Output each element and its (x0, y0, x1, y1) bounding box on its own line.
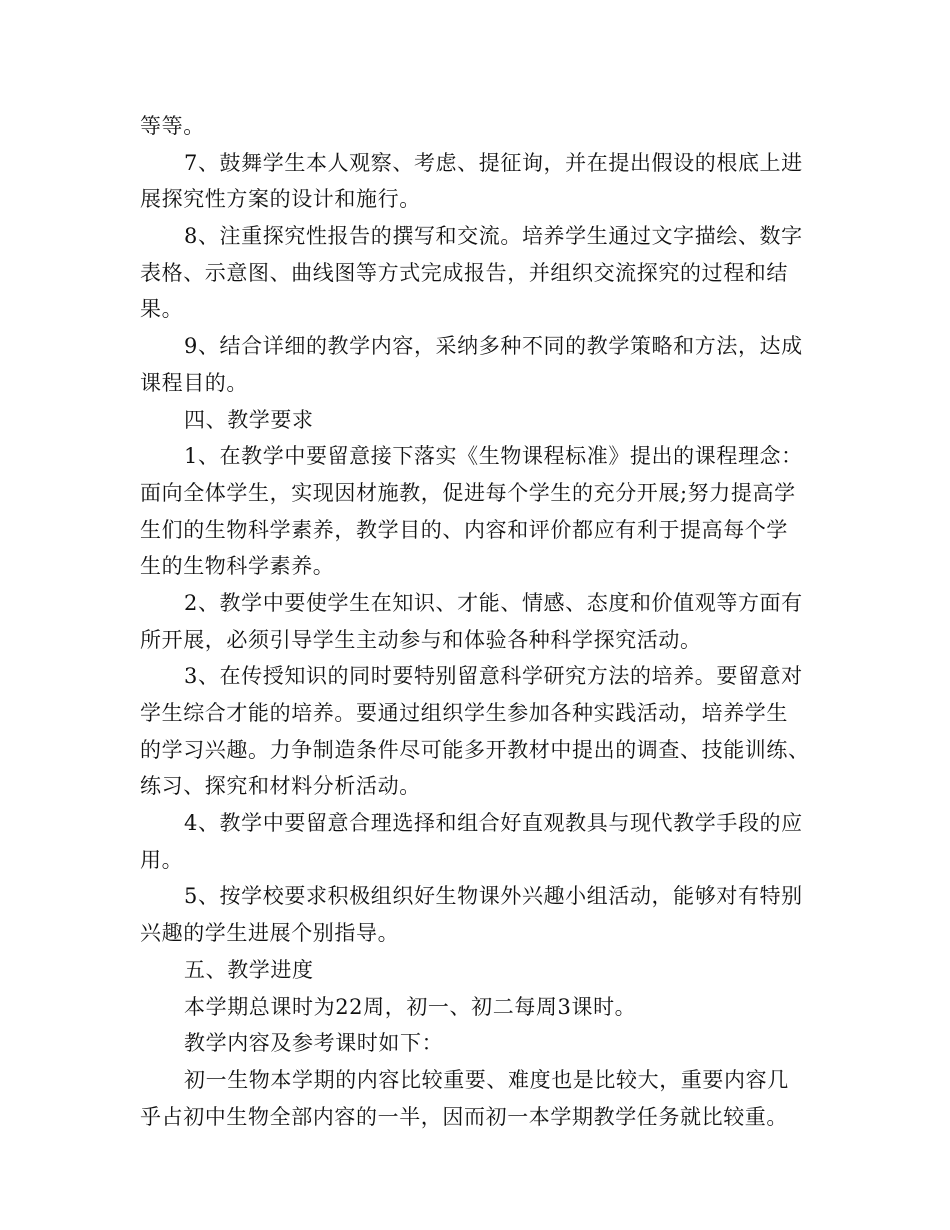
text-line: 的学习兴趣。力争制造条件尽可能多开教材中提出的调查、技能训练、 (140, 737, 810, 762)
text-line: 教学内容及参考课时如下： (184, 1031, 444, 1056)
text-line: 所开展，必须引导学生主动参与和体验各种科学探究活动。 (140, 627, 702, 652)
text-line: 9、结合详细的教学内容，采纳多种不同的教学策略和方法，达成 (184, 334, 803, 359)
text-line: 表格、示意图、曲线图等方式完成报告，并组织交流探究的过程和结 (140, 260, 788, 285)
text-line: 3、在传授知识的同时要特别留意科学研究方法的培养。要留意对 (184, 664, 803, 689)
text-line: 乎占初中生物全部内容的一半，因而初一本学期教学任务就比较重。 (140, 1104, 788, 1129)
text-line: 本学期总课时为22周，初一、初二每周3课时。 (184, 994, 637, 1019)
text-line: 果。 (140, 297, 184, 322)
text-line: 1、在教学中要留意接下落实《生物课程标准》提出的课程理念： (184, 444, 803, 469)
text-line: 展探究性方案的设计和施行。 (140, 187, 421, 212)
text-line: 4、教学中要留意合理选择和组合好直观教具与现代教学手段的应 (184, 811, 803, 836)
text-line: 课程目的。 (140, 370, 248, 395)
text-line: 5、按学校要求积极组织好生物课外兴趣小组活动，能够对有特别 (184, 884, 803, 909)
text-line: 初一生物本学期的内容比较重要、难度也是比较大，重要内容几 (184, 1067, 789, 1092)
text-line: 生的生物科学素养。 (140, 554, 335, 579)
text-line: 面向全体学生，实现因材施教，促进每个学生的充分开展;努力提高学 (140, 480, 796, 505)
document-body (140, 108, 830, 1135)
text-line: 兴趣的学生进展个别指导。 (140, 921, 400, 946)
text-line: 8、注重探究性报告的撰写和交流。培养学生通过文字描绘、数字 (184, 224, 803, 249)
text-line: 练习、探究和材料分析活动。 (140, 774, 421, 799)
text-line: 2、教学中要使学生在知识、才能、情感、态度和价值观等方面有 (184, 590, 803, 615)
text-line: 7、鼓舞学生本人观察、考虑、提征询，并在提出假设的根底上进 (184, 150, 803, 175)
text-line: 用。 (140, 847, 184, 872)
text-line: 五、教学进度 (184, 957, 314, 982)
text-line: 四、教学要求 (184, 407, 314, 432)
text-line: 生们的生物科学素养，教学目的、内容和评价都应有利于提高每个学 (140, 517, 788, 542)
text-line: 等等。 (140, 114, 205, 138)
text-line: 学生综合才能的培养。要通过组织学生参加各种实践活动，培养学生 (140, 701, 788, 725)
